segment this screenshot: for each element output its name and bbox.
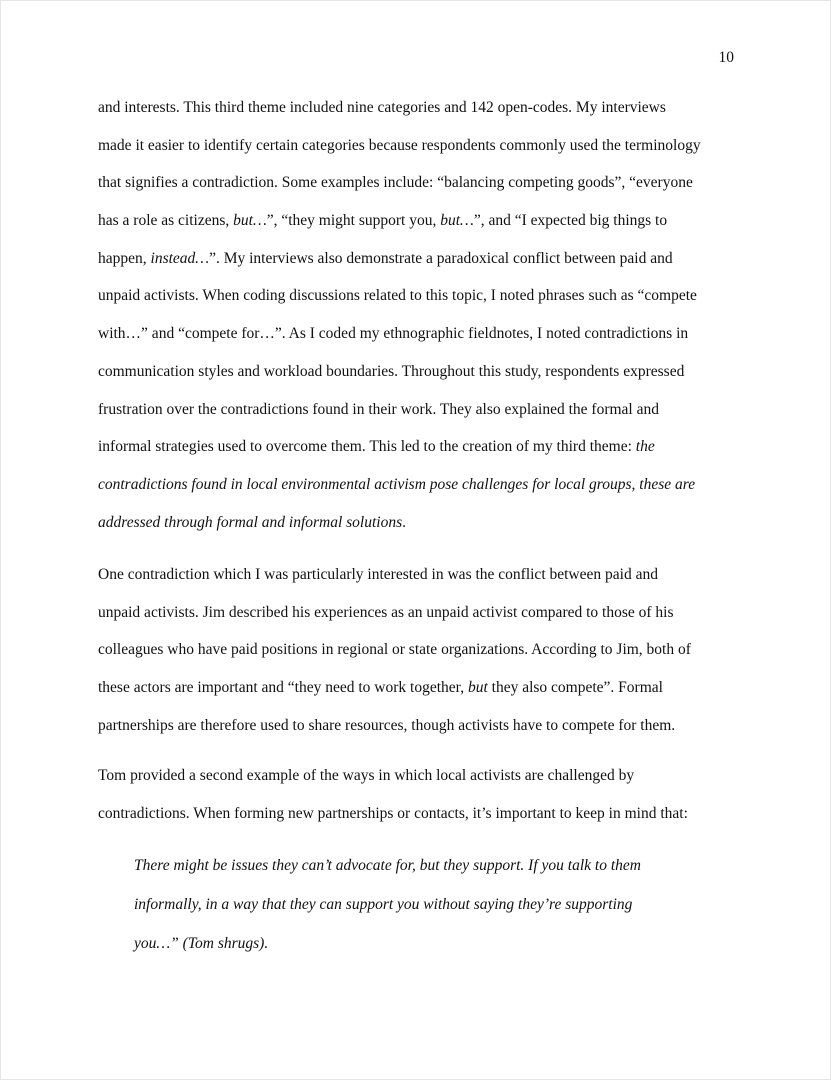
text-line: unpaid activists. When coding discussions related to this topic, I noted phrases such as “compete — [98, 287, 697, 305]
emphasis-run: but — [467, 679, 488, 697]
text-line: communication styles and workload boundaries. Throughout this study, respondents expressed — [98, 362, 685, 380]
emphasis-run: addressed through formal and informal solutions — [98, 513, 403, 531]
page-number: 10 — [718, 49, 734, 66]
text-run: these actors are important and “they need to work together, — [98, 679, 468, 697]
emphasis-run: but… — [440, 212, 474, 230]
block-quote — [134, 846, 734, 963]
text-line: made it easier to identify certain categories because respondents commonly used the terminology — [98, 136, 701, 154]
text-line: that signifies a contradiction. Some examples include: “balancing competing goods”, “everyone — [98, 174, 693, 192]
text-run: they also compete”. Formal — [487, 679, 663, 697]
text-run: ”, and “I expected big things to — [473, 212, 668, 230]
text-line: One contradiction which I was particularly interested in was the conflict between paid and — [98, 566, 658, 583]
text-run: . — [402, 513, 407, 531]
text-line: and interests. This third theme included nine categories and 142 open-codes. My interviews — [98, 99, 666, 116]
text-line: colleagues who have paid positions in regional or state organizations. According to Jim, both of — [98, 641, 691, 659]
paragraph-theme-three — [98, 89, 738, 541]
text-line: contradictions. When forming new partnerships or contacts, it’s important to keep in mind that: — [98, 804, 688, 822]
text-line — [98, 504, 738, 542]
paragraph-paid-unpaid — [98, 556, 738, 744]
quote-line: informally, in a way that they can support you without saying they’re supporting — [134, 896, 633, 913]
quote-line: you…” (Tom shrugs). — [134, 935, 269, 952]
text-line — [98, 240, 738, 278]
text-line: Tom provided a second example of the ways in which local activists are challenged by — [98, 767, 635, 784]
text-line — [98, 669, 738, 707]
emphasis-run: the — [635, 438, 655, 456]
text-run: happen, — [98, 249, 151, 267]
text-run: ”, “they might support you, — [266, 212, 441, 230]
quote-line: There might be issues they can’t advocate for, but they support. If you talk to them — [134, 857, 641, 874]
emphasis-run: but… — [233, 212, 267, 230]
text-line: partnerships are therefore used to share resources, though activists have to compete for them. — [98, 716, 676, 734]
text-line: contradictions found in local environmental activism pose challenges for local groups, these are — [98, 475, 696, 493]
text-line — [98, 428, 738, 466]
text-run: ”. My interviews also demonstrate a paradoxical conflict between paid and — [209, 249, 673, 267]
emphasis-run: instead… — [150, 249, 210, 267]
text-line: with…” and “compete for…”. As I coded my ethnographic fieldnotes, I noted contradictions in — [98, 325, 689, 343]
paragraph-second-example — [98, 757, 738, 832]
text-run: informal strategies used to overcome them. This led to the creation of my third theme: — [98, 438, 636, 456]
text-line — [98, 202, 738, 240]
text-run: has a role as citizens, — [98, 212, 234, 230]
text-line: unpaid activists. Jim described his experiences as an unpaid activist compared to those of his — [98, 603, 674, 621]
text-line: frustration over the contradictions found in their work. They also explained the formal and — [98, 400, 659, 418]
